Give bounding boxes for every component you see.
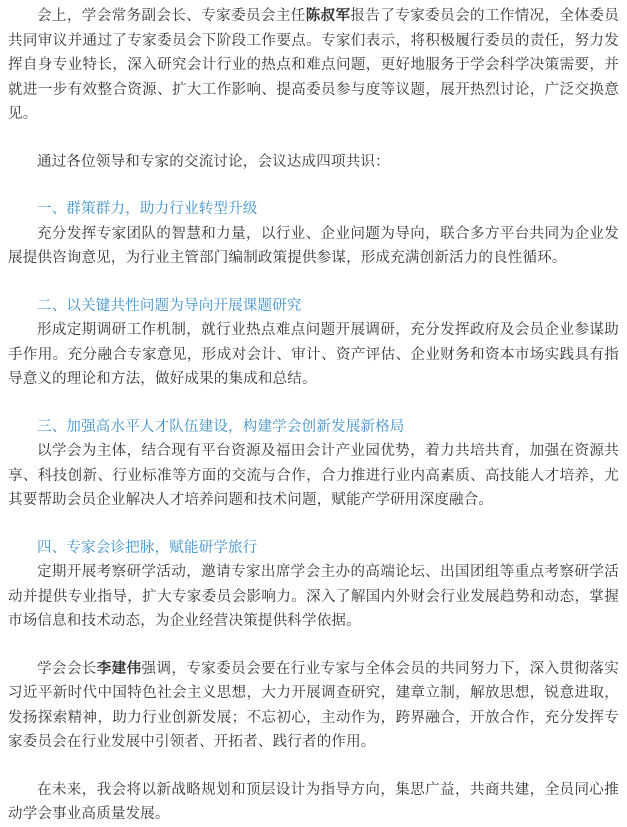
paragraph-gap: [8, 755, 619, 778]
text-segment: 强调，专家委员会要在行业专家与全体会员的共同努力下，深入贯彻落实习近平新时代中国特色社会主义思想，大力开展调查研究，建章立制，解放思想，锐意进取，发扬探索精神，助力行业创新发展；不忘初心，主动作为，跨界融合，开放合作，充分发挥专家委员会在行业发展中引领者、开拓者、践行者的作用。: [8, 660, 619, 750]
text-segment: 会上，学会常务副会长、专家委员会主任: [37, 8, 306, 24]
person-name-bold: 李建伟: [96, 660, 142, 677]
paragraph-gap: [8, 271, 619, 294]
section-heading-4: 四、专家会诊把脉，赋能研学旅行: [37, 539, 258, 556]
paragraph-president-remarks: [8, 657, 619, 755]
section-body-3: 以学会为主体，结合现有平台资源及福田会计产业园优势，着力共培共育，加强在资源共享、科技创新、行业标准等方面的交流与合作，合力推进行业内高素质、高技能人才培养，尤其要帮助会员企业解决人才培养问题和技术问题，赋能产学研用深度融合。: [8, 443, 619, 508]
paragraph-consensus-intro: 通过各位领导和专家的交流讨论，会议达成四项共识：: [37, 153, 390, 170]
text-segment: 报告了专家委员会的工作情况，全体委员共同审议并通过了专家委员会下阶段工作要点。专家们表示，将积极履行委员的责任，努力发挥自身专业特长，深入研究会计行业的热点和难点问题，更好地服务于学会科学决策需要，并就进一步有效整合资源、扩大工作影响、提高委员参与度等议题，展开热烈讨论，广泛交换意见。: [8, 8, 619, 122]
paragraph-gap: [8, 513, 619, 536]
section-body-1: 充分发挥专家团队的智慧和力量，以行业、企业问题为导向，联合多方平台共同为企业发展提供咨询意见，为行业主管部门编制政策提供参谋，形成充满创新活力的良性循环。: [8, 225, 619, 266]
paragraph-gap: [8, 392, 619, 415]
text-segment: 学会会长: [37, 660, 97, 677]
section-heading-2: 二、以关键共性问题为导向开展课题研究: [37, 297, 302, 314]
paragraph-meeting-report: [8, 4, 619, 127]
person-name-bold: 陈叔军: [305, 8, 351, 24]
paragraph-future-outlook: 在未来，我会将以新战略规划和顶层设计为指导方向，集思广益，共商共建，全员同心推动学会事业高质量发展。: [8, 781, 619, 822]
section-body-2: 形成定期调研工作机制，就行业热点难点问题开展调研，充分发挥政府及会员企业参谋助手作用。充分融合专家意见，形成对会计、审计、资产评估、企业财务和资本市场实践具有指导意义的理论和方法，做好成果的集成和总结。: [8, 322, 619, 387]
paragraph-gap: [8, 127, 619, 150]
section-body-4: 定期开展考察研学活动，邀请专家出席学会主办的高端论坛、出国团组等重点考察研学活动并提供专业指导，扩大专家委员会影响力。深入了解国内外财会行业发展趋势和动态，掌握市场信息和技术动态，为企业经营决策提供科学依据。: [8, 564, 619, 629]
section-heading-1: 一、群策群力，助力行业转型升级: [37, 201, 258, 217]
section-heading-3: 三、加强高水平人才队伍建设，构建学会创新发展新格局: [37, 418, 405, 435]
paragraph-gap: [8, 634, 619, 657]
paragraph-gap: [8, 174, 619, 197]
